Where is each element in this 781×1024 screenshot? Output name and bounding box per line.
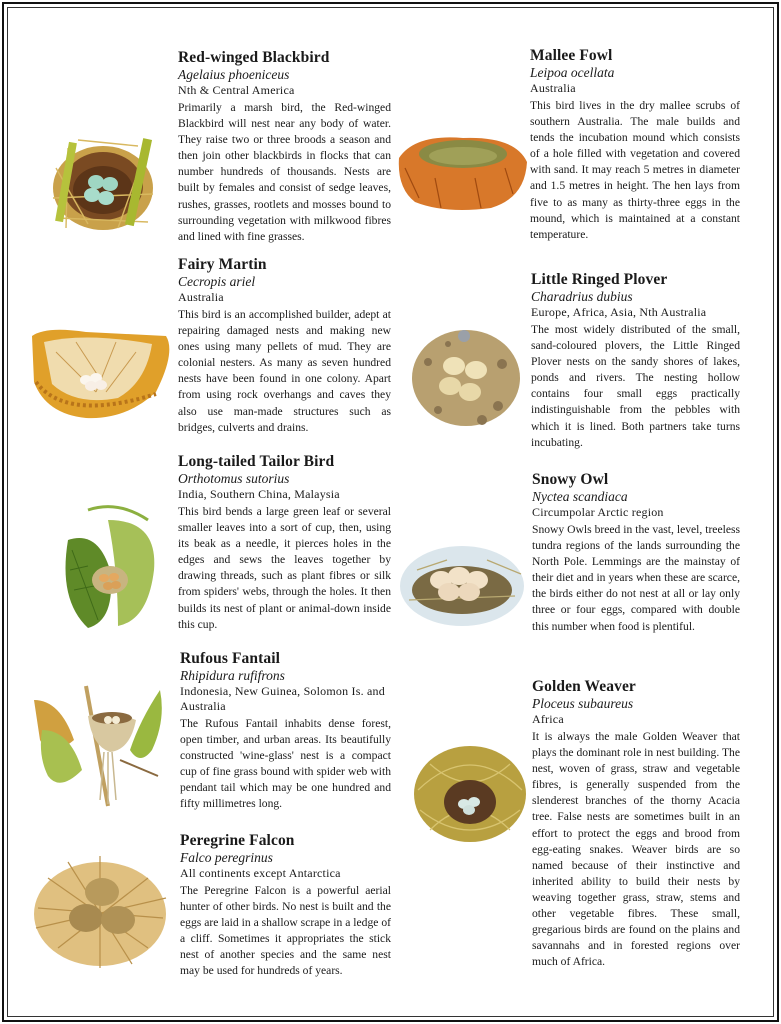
species-region: India, Southern China, Malaysia: [178, 487, 340, 501]
species-name: Fairy Martin: [178, 256, 267, 273]
latin-name: Nyctea scandiaca: [532, 489, 628, 504]
latin-name: Ploceus subaureus: [532, 696, 634, 711]
species-region: Indonesia, New Guinea, Solomon Is. and Australia: [180, 684, 385, 713]
entry-peregrine-falcon: [180, 831, 391, 980]
pebble-nest-icon: [408, 322, 523, 432]
species-description: The Rufous Fantail inhabits dense forest, open timber, and urban areas. Its beautifully constructed 'wine-glass' nest is a compact cup of fine grass bound with spider web with pendant tail which may be one hundred and fifty millimetres long.: [180, 717, 391, 811]
species-description: Primarily a marsh bird, the Red-winged Blackbird will nest near any body of water. They raise two or three broods a season and then join other blackbirds in flocks that can number hundreds of thousands. Nests are built by females and consist of sedge leaves, rushes, grasses, rootlets and mosses bound to surrounding vegetation with milkwood fibres and lined with fine grasses.: [178, 101, 391, 243]
entry-long-tailed-tailor-bird: [178, 452, 391, 633]
species-region: Circumpolar Arctic region: [532, 505, 664, 519]
incubation-mound-icon: [395, 128, 530, 213]
leaf-sewn-nest-icon: [58, 500, 158, 632]
species-name: Mallee Fowl: [530, 47, 613, 64]
entry-red-winged-blackbird: [178, 48, 391, 245]
species-region: Africa: [532, 712, 564, 726]
species-region: All continents except Antarctica: [180, 866, 341, 880]
species-name: Red-winged Blackbird: [178, 49, 330, 66]
entry-snowy-owl: [532, 470, 740, 635]
latin-name: Leipoa ocellata: [530, 65, 615, 80]
woven-nest-icon: [410, 740, 530, 846]
straw-scrape-nest-icon: [28, 848, 173, 976]
grass-nest-blue-eggs-icon: [48, 128, 158, 236]
entry-rufous-fantail: [180, 649, 391, 813]
entry-golden-weaver: [532, 677, 740, 970]
species-name: Snowy Owl: [532, 471, 609, 488]
entry-little-ringed-plover: [531, 270, 740, 451]
latin-name: Cecropis ariel: [178, 274, 256, 289]
latin-name: Rhipidura rufifrons: [180, 668, 285, 683]
wine-glass-nest-icon: [30, 680, 165, 810]
species-description: The Peregrine Falcon is a powerful aerial hunter of other birds. No nest is built and the eggs are laid in a shallow scrape in a ledge of a cliff. Sometimes it appropriates the stick nest of another species and the same nest may be used for hundreds of years.: [180, 884, 391, 978]
entry-mallee-fowl: [530, 46, 740, 243]
latin-name: Falco peregrinus: [180, 850, 273, 865]
species-description: The most widely distributed of the small, sand-coloured plovers, the Little Ringed Plover nests on the sandy shores of lakes, ponds and rivers. The nesting hollow contains four small eggs practically indistinguishable from the pebbles with which it is lined. Both partners take turns incubating.: [531, 323, 740, 449]
species-description: It is always the male Golden Weaver that plays the dominant role in nest building. The nest, woven of grass, straw and vegetable fibres, is generally suspended from the slenderest branches of the thorny Acacia tree. False nests are sometimes built in an effort to protect the eggs and brood from egg-eating snakes. Weaver birds are so named because of their instinctive and inherited ability to build their nests by weaving together grass, straw, stems and other vegetable fibres. These small, gregarious birds are found on the plains and savannahs and in forested regions over much of Africa.: [532, 730, 740, 969]
mud-nest-feathers-icon: [26, 322, 176, 422]
species-name: Golden Weaver: [532, 678, 636, 695]
species-region: Australia: [530, 81, 576, 95]
species-name: Rufous Fantail: [180, 650, 281, 667]
species-description: This bird bends a large green leaf or several smaller leaves into a sort of cup, then, using its beak as a needle, it pierces holes in the edges and sews the leaves together by drawing threads, such as plant fibres or silk from spiders' webs, through the holes. It then builds its nest of plant or animal-down inside this cup.: [178, 505, 391, 631]
species-name: Little Ringed Plover: [531, 271, 668, 288]
species-name: Peregrine Falcon: [180, 832, 295, 849]
species-region: Europe, Africa, Asia, Nth Australia: [531, 305, 707, 319]
species-description: This bird lives in the dry mallee scrubs of southern Australia. The male builds and tends the incubation mound which consists of a hole filled with vegetation and covered with sand. It may reach 5 metres in diameter and 1.5 metres in height. The hen lays from five to as many as thirty-three eggs in the mound, which is maintained at a constant temperature.: [530, 99, 740, 241]
species-region: Nth & Central America: [178, 83, 295, 97]
latin-name: Orthotomus sutorius: [178, 471, 290, 486]
species-name: Long-tailed Tailor Bird: [178, 453, 335, 470]
species-description: Snowy Owls breed in the vast, level, treeless tundra regions of the lands surrounding the North Pole. Lemmings are the mainstay of their diet and in years when these are scarce, the birds either do not nest at all or lay only three or four eggs, compared with double this number when food is plentiful.: [532, 523, 740, 633]
latin-name: Charadrius dubius: [531, 289, 633, 304]
species-description: This bird is an accomplished builder, adept at repairing damaged nests and making new ones using many pellets of mud. They are colonial nesters. As many as seven hundred nests have been found in one colony. Apart from using rock overhangs and caves they also use man-made structures such as bridges, culverts and drains.: [178, 308, 391, 434]
entry-fairy-martin: [178, 255, 391, 436]
latin-name: Agelaius phoeniceus: [178, 67, 290, 82]
tundra-nest-icon: [397, 540, 527, 630]
species-region: Australia: [178, 290, 224, 304]
